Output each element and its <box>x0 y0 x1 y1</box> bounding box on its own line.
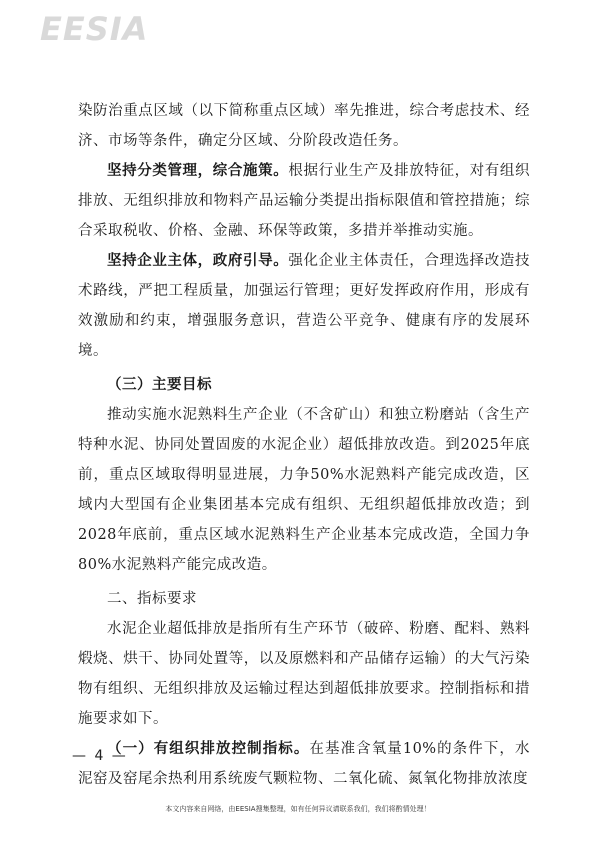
paragraph-3 <box>78 246 530 366</box>
paragraph-2-lead: 坚持分类管理，综合施策。 <box>107 162 289 179</box>
paragraph-5: 水泥企业超低排放是指所有生产环节（破碎、粉磨、配料、熟料煅烧、烘干、协同处置等，以及原燃料和产品储存运输）的大气污染物有组织、无组织排放及运输过程达到超低排放要求。控制指标和措施要求如下。 <box>78 621 530 727</box>
paragraph-2-text: 根据行业生产及排放特征，对有组织排放、无组织排放和物料产品运输分类提出指标限值和管控措施；综合采取税收、价格、金融、环保等政策，多措并举推动实施。 <box>78 163 531 239</box>
section-heading-2: 二、指标要求 <box>107 591 197 607</box>
paragraph-3-lead: 坚持企业主体，政府引导。 <box>107 252 289 269</box>
eesia-logo: EESIA <box>40 10 149 48</box>
paragraph-1: 染防治重点区域（以下简称重点区域）率先推进，综合考虑技术、经济、市场等条件，确定分区域、分阶段改造任务。 <box>78 103 530 149</box>
heading-main-goals: （三）主要目标 <box>107 376 212 393</box>
paragraph-6-lead: （一）有组织排放控制指标。 <box>107 740 310 757</box>
paragraph-4: 推动实施水泥熟料生产企业（不含矿山）和独立粉磨站（含生产特种水泥、协同处置固废的水泥企业）超低排放改造。到2025年底前，重点区域取得明显进展，力争50%水泥熟料产能完成改造，区域内大型国有企业集团基本完成有组织、无组织超低排放改造；到2028年底前，重点区域水泥熟料生产企业基本完成改造，全国力争80%水泥熟料产能完成改造。 <box>78 407 530 573</box>
page-number: — 4 — <box>72 748 128 764</box>
paragraph-2 <box>78 156 530 246</box>
paragraph-3-text: 强化企业主体责任，合理选择改造技术路线，严把工程质量，加强运行管理；更好发挥政府作用，形成有效激励和约束，增强服务意识，营造公平竞争、健康有序的发展环境。 <box>78 253 531 359</box>
paragraph-6-text: 在基准含氧量10%的条件下，水泥窑及窑尾余热利用系统废气颗粒物、二氧化硫、氮氧化物排放浓度 <box>78 741 530 787</box>
paragraph-6 <box>78 734 530 794</box>
document-body <box>78 96 530 794</box>
footer-disclaimer: 本文内容来自网络，由EESIA搜集整理，如有任何异议请联系我们，我们将酌情处理！ <box>165 805 431 813</box>
